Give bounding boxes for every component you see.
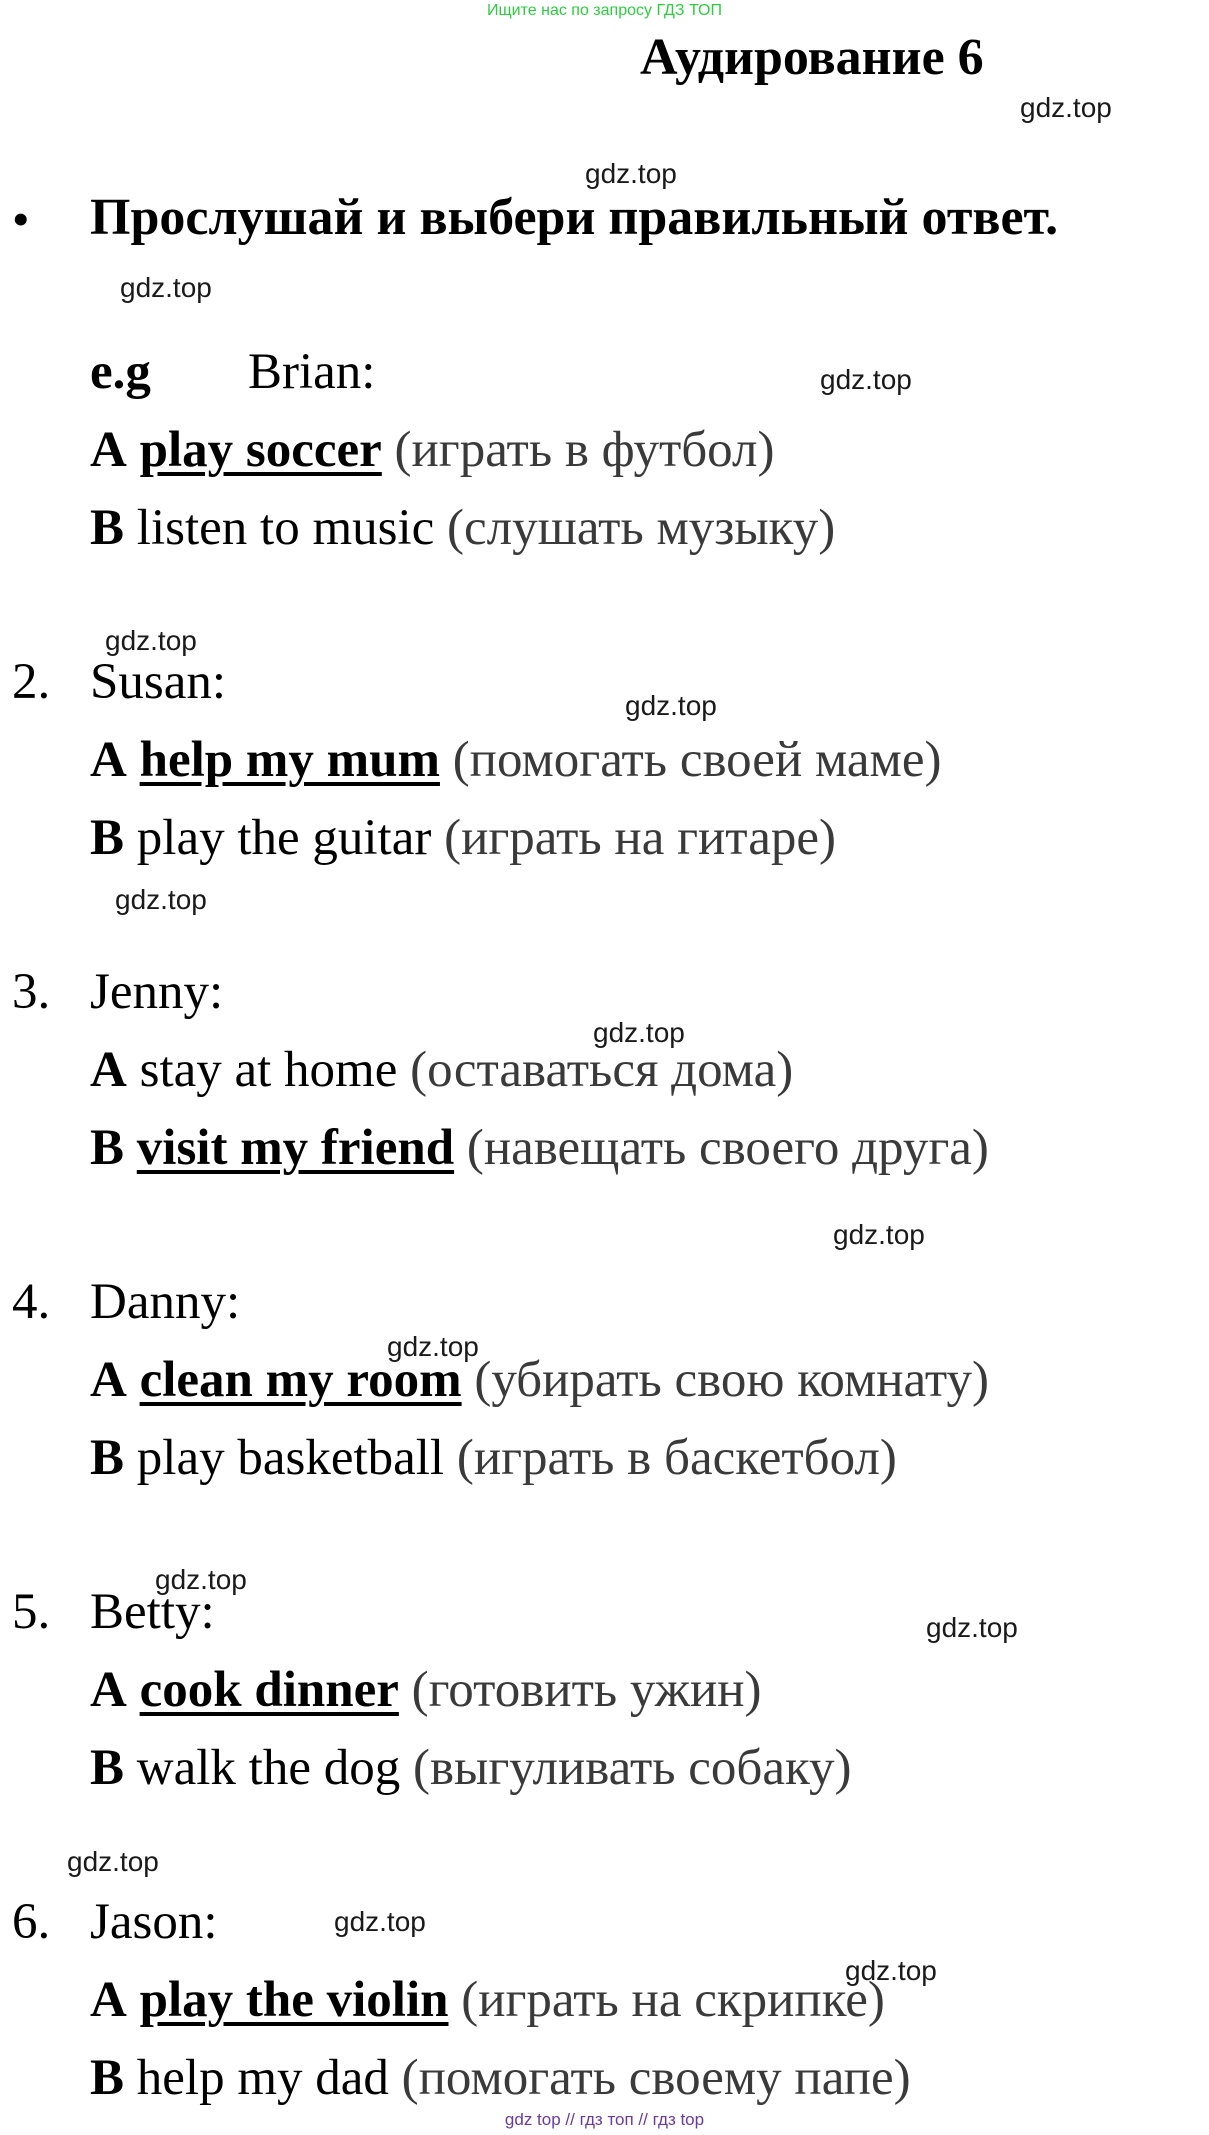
option-text: help my dad [136, 2050, 389, 2106]
item-number: 4. [12, 1274, 51, 1330]
item-name: Danny: [90, 1274, 241, 1330]
option-translation: (оставаться дома) [410, 1042, 794, 1098]
item-option-a: A help my mum (помогать своей маме) [90, 732, 942, 788]
item-number: 6. [12, 1894, 51, 1950]
item-option-a: A cook dinner (готовить ужин) [90, 1662, 762, 1718]
option-translation: (помогать своей маме) [452, 732, 942, 788]
watermark: gdz.top [155, 1564, 247, 1595]
option-translation: (помогать своему папе) [401, 2050, 911, 2106]
item-name: Jenny: [90, 964, 224, 1020]
item-name: Betty: [90, 1584, 215, 1640]
option-translation: (играть на скрипке) [461, 1972, 885, 2028]
top-banner: Ищите нас по запросу ГДЗ ТОП [487, 2, 722, 19]
item-option-b: B help my dad (помогать своему папе) [90, 2050, 911, 2106]
option-translation: (играть на гитаре) [444, 810, 836, 866]
watermark: gdz.top [105, 625, 197, 656]
watermark: gdz.top [585, 158, 677, 189]
instruction: Прослушай и выбери правильный ответ. [90, 189, 1059, 246]
item-option-b: B walk the dog (выгуливать собаку) [90, 1740, 852, 1796]
item-option-b: B play basketball (играть в баскетбол) [90, 1430, 897, 1486]
example-option-a: A play soccer (играть в футбол) [90, 422, 775, 478]
item-name: Susan: [90, 654, 227, 710]
option-translation: (навещать своего друга) [466, 1120, 989, 1176]
item-option-a: A play the violin (играть на скрипке) [90, 1972, 885, 2028]
watermark: gdz.top [845, 1955, 937, 1986]
item-number: 5. [12, 1584, 51, 1640]
option-translation: (убирать свою комнату) [474, 1352, 989, 1408]
watermark: gdz.top [1020, 92, 1112, 123]
option-text: play soccer [139, 422, 382, 478]
item-option-a: A stay at home (оставаться дома) [90, 1042, 794, 1098]
option-text: play basketball [136, 1430, 445, 1486]
watermark: gdz.top [115, 884, 207, 915]
option-text: walk the dog [136, 1740, 401, 1796]
item-option-a: A clean my room (убирать свою комнату) [90, 1352, 989, 1408]
option-translation: (играть в баскетбол) [456, 1430, 897, 1486]
option-text: clean my room [139, 1352, 462, 1408]
watermark: gdz.top [820, 364, 912, 395]
item-option-b: B visit my friend (навещать своего друга) [90, 1120, 989, 1176]
option-text: cook dinner [139, 1662, 399, 1718]
item-name: Jason: [90, 1894, 218, 1950]
footer-links: gdz top // гдз топ // гдз top [504, 2110, 705, 2129]
watermark: gdz.top [387, 1331, 479, 1362]
watermark: gdz.top [593, 1017, 685, 1048]
option-translation: (готовить ужин) [411, 1662, 762, 1718]
example-marker: e.g [90, 344, 151, 400]
item-option-b: B play the guitar (играть на гитаре) [90, 810, 836, 866]
option-text: play the guitar [136, 810, 432, 866]
watermark: gdz.top [120, 272, 212, 303]
option-translation: (выгуливать собаку) [412, 1740, 852, 1796]
example-name: Brian: [248, 344, 376, 400]
option-translation: (слушать музыку) [447, 500, 836, 556]
option-text: play the violin [139, 1972, 449, 2028]
page-title: Аудирование 6 [640, 29, 984, 86]
item-number: 2. [12, 654, 51, 710]
watermark: gdz.top [67, 1846, 159, 1877]
watermark: gdz.top [625, 690, 717, 721]
option-translation: (играть в футбол) [394, 422, 775, 478]
item-number: 3. [12, 964, 51, 1020]
option-text: listen to music [136, 500, 435, 556]
bullet-icon: • [12, 191, 30, 247]
watermark: gdz.top [833, 1219, 925, 1250]
example-option-b: B listen to music (слушать музыку) [90, 500, 836, 556]
option-text: visit my friend [136, 1120, 455, 1176]
watermark: gdz.top [926, 1612, 1018, 1643]
watermark: gdz.top [334, 1906, 426, 1937]
option-text: help my mum [139, 732, 440, 788]
option-text: stay at home [139, 1042, 398, 1098]
